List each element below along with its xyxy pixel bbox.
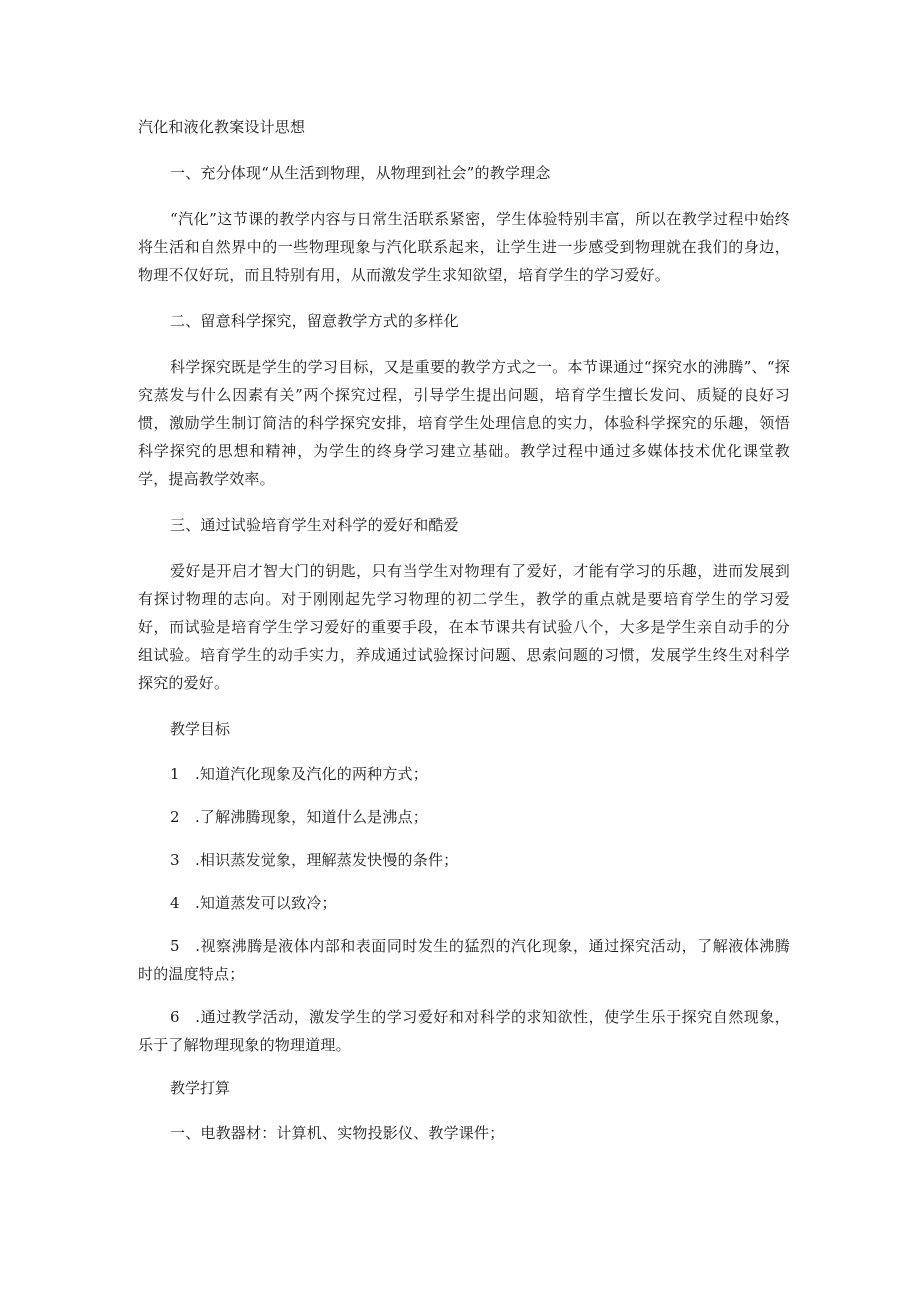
section-heading-3: 三、通过试验培育学生对科学的爱好和酷爱	[170, 516, 459, 534]
section-heading-2: 二、留意科学探究，留意教学方式的多样化	[170, 312, 459, 330]
objective-item-3	[138, 846, 790, 874]
objective-text: .知道汽化现象及汽化的两种方式；	[194, 765, 428, 783]
objective-number: 1	[170, 765, 180, 783]
objective-text: .相识蒸发觉象，理解蒸发快慢的条件；	[194, 851, 459, 869]
objective-text: .了解沸腾现象，知道什么是沸点；	[194, 808, 428, 826]
objective-number: 3	[170, 851, 180, 869]
objective-item-4	[138, 889, 790, 917]
objective-text: .知道蒸发可以致冷；	[194, 894, 337, 912]
preparation-item-1: 一、电教器材：计算机、实物投影仪、教学课件；	[170, 1124, 505, 1142]
document-title: 汽化和液化教案设计思想	[138, 118, 306, 136]
objectives-label: 教学目标	[170, 720, 231, 738]
objective-number: 4	[170, 894, 180, 912]
document-body	[138, 113, 790, 1165]
section-paragraph-1: “汽化”这节课的教学内容与日常生活联系紧密，学生体验特别丰富，所以在教学过程中始终将生活和自然界中的一些物理现象与汽化联系起来，让学生进一步感受到物理就在我们的身边，物理不仅好玩，而且特别有用，从而激发学生求知欲望，培育学生的学习爱好。	[138, 210, 790, 284]
objective-number: 2	[170, 808, 180, 826]
objective-text: .视察沸腾是液体内部和表面同时发生的猛烈的汽化现象，通过探究活动，了解液体沸腾时的温度特点；	[138, 937, 791, 983]
objective-item-6	[138, 1003, 790, 1059]
preparation-label: 教学打算	[170, 1079, 231, 1097]
objective-number: 6	[170, 1008, 180, 1026]
section-heading-1: 一、充分体现“从生活到物理，从物理到社会”的教学理念	[170, 164, 551, 182]
objective-item-2	[138, 803, 790, 831]
objective-item-5	[138, 932, 790, 988]
objective-text: .通过教学活动，激发学生的学习爱好和对科学的求知欲性，使学生乐于探究自然现象，乐于了解物理现象的物理道理。	[138, 1008, 791, 1054]
section-paragraph-3: 爱好是开启才智大门的钥匙，只有当学生对物理有了爱好，才能有学习的乐趣，进而发展到有探讨物理的志向。对于刚刚起先学习物理的初二学生，教学的重点就是要培育学生的学习爱好，而试验是培育学生学习爱好的重要手段，在本节课共有试验八个，大多是学生亲自动手的分组试验。培育学生的动手实力，养成通过试验探讨问题、思索问题的习惯，发展学生终生对科学探究的爱好。	[138, 562, 790, 692]
section-paragraph-2: 科学探究既是学生的学习目标，又是重要的教学方式之一。本节课通过“探究水的沸腾”、“探究蒸发与什么因素有关”两个探究过程，引导学生提出问题，培育学生擅长发问、质疑的良好习惯，激励学生制订简洁的科学探究安排，培育学生处理信息的实力，体验科学探究的乐趣，领悟科学探究的思想和精神，为学生的终身学习建立基础。教学过程中通过多媒体技术优化课堂教学，提高教学效率。	[138, 358, 790, 488]
objective-number: 5	[170, 937, 180, 955]
objective-item-1	[138, 760, 790, 788]
